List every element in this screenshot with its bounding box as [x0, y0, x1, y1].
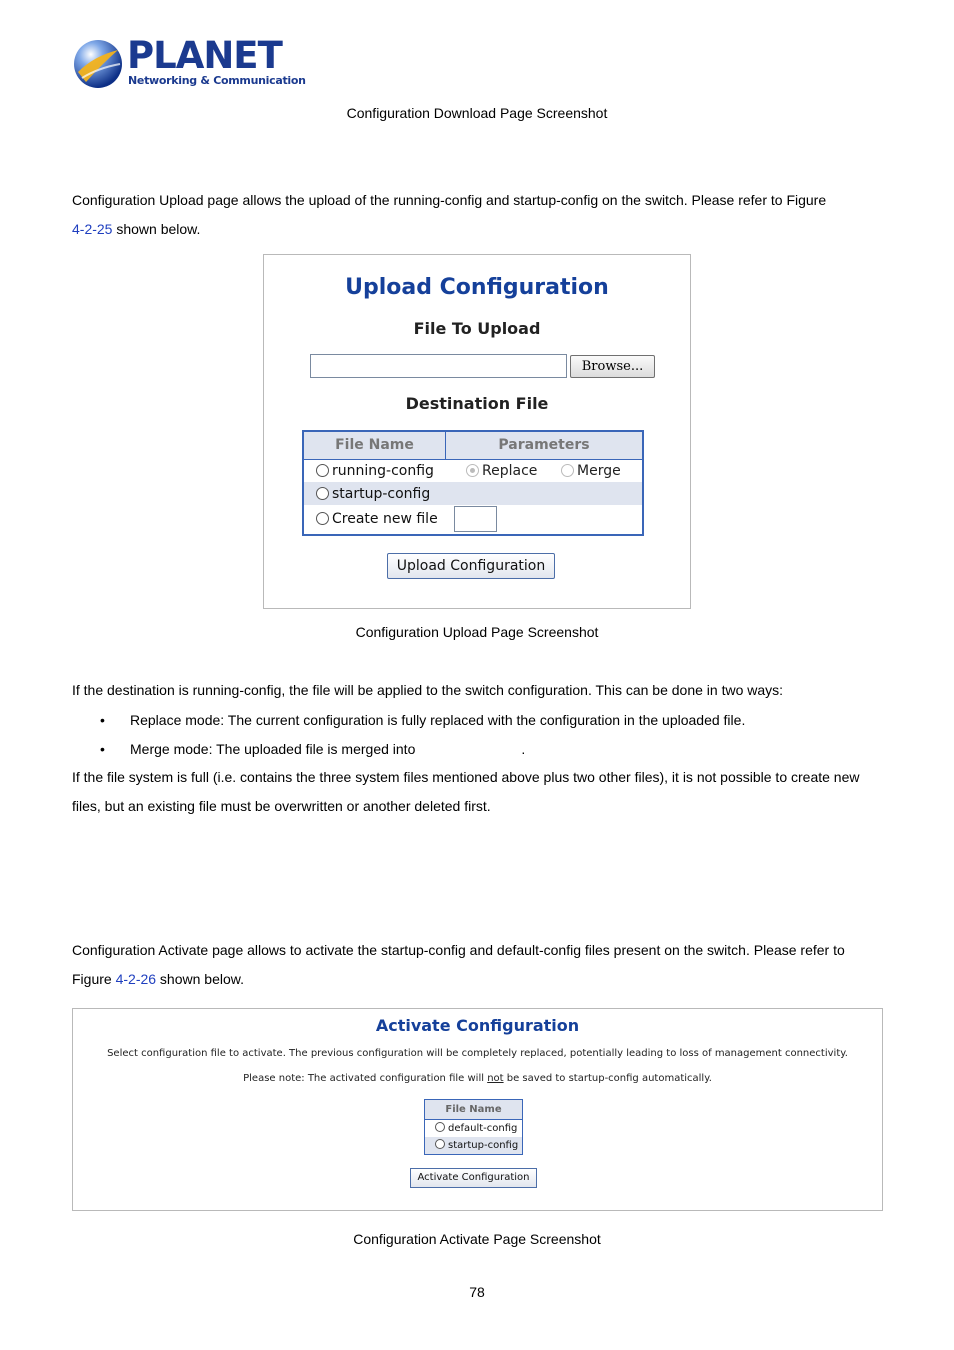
upload-configuration-button[interactable]: Upload Configuration: [387, 553, 555, 579]
table-row-startup-config[interactable]: [435, 1139, 518, 1151]
merge-text: Merge mode: The uploaded file is merged into: [130, 741, 416, 757]
activate-note-1: Select configuration file to activate. The previous configuration will be completely replaced, potentially leading to loss of management connectivity.: [107, 1048, 848, 1059]
figure-link-4-2-25[interactable]: 4-2-25: [72, 221, 113, 237]
activate-caption: Configuration Activate Page Screenshot: [353, 1231, 601, 1247]
file-path-input[interactable]: [310, 354, 567, 378]
download-caption: Configuration Download Page Screenshot: [346, 105, 608, 121]
activate-configuration-panel: [72, 1008, 883, 1211]
radio-running-config[interactable]: [316, 464, 329, 477]
activate-intro-text: Configuration Activate page allows to activate the startup-config and default-config files present on the switch. Please refer to: [72, 942, 845, 958]
activate-title: Activate Configuration: [375, 1016, 580, 1035]
table-row-running-config[interactable]: [316, 463, 434, 479]
activate-intro: [72, 936, 902, 994]
table-row-startup-config[interactable]: [316, 486, 430, 502]
table-row-create-new-file[interactable]: [316, 511, 438, 527]
para-file-system: [72, 763, 902, 821]
replace-option[interactable]: [466, 463, 537, 479]
activate-note-not: not: [487, 1073, 504, 1084]
activate-intro-tail: shown below.: [156, 971, 244, 987]
new-file-name-input[interactable]: [454, 506, 497, 532]
upload-intro-tail: shown below.: [112, 221, 201, 237]
para-file-system-line-2: files, but an existing file must be overwritten or another deleted first.: [72, 798, 491, 814]
create-new-file-label: Create new file: [332, 511, 438, 527]
merge-text-end: .: [521, 741, 526, 757]
activate-file-table: [424, 1099, 523, 1155]
radio-default-config[interactable]: [435, 1122, 445, 1132]
para-file-system-line-1: If the file system is full (i.e. contains the three system files mentioned above plus two other files), it is not possible to create new: [72, 769, 860, 785]
logo-tagline: Networking & Communication: [128, 74, 306, 87]
upload-caption: Configuration Upload Page Screenshot: [355, 624, 599, 640]
file-to-upload-heading: File To Upload: [413, 319, 541, 338]
list-item-merge: [72, 735, 892, 764]
col-header-parameters: Parameters: [446, 432, 642, 459]
activate-note-2-b: be saved to startup-config automatically.: [503, 1073, 712, 1084]
destination-file-heading: Destination File: [405, 394, 549, 413]
logo-wordmark: PLANET: [127, 34, 282, 77]
figure-link-4-2-26[interactable]: 4-2-26: [115, 971, 157, 987]
merge-label: Merge: [577, 463, 621, 479]
radio-startup-config[interactable]: [316, 487, 329, 500]
col-header-file-name: File Name: [425, 1100, 522, 1119]
destination-file-table: [302, 430, 644, 536]
col-header-file-name: File Name: [304, 432, 446, 459]
startup-config-label: startup-config: [448, 1140, 519, 1151]
activate-configuration-button[interactable]: Activate Configuration: [410, 1168, 537, 1188]
running-config-label: running-config: [332, 463, 434, 479]
mode-list: [72, 706, 892, 764]
radio-startup-config[interactable]: [435, 1139, 445, 1149]
browse-button[interactable]: Browse...: [570, 355, 655, 378]
upload-intro-text: Configuration Upload page allows the upload of the running-config and startup-config on the switch. Please refer to Figure: [72, 192, 827, 208]
radio-replace[interactable]: [466, 464, 479, 477]
radio-create-new-file[interactable]: [316, 512, 329, 525]
radio-merge[interactable]: [561, 464, 574, 477]
activate-note-2-a: Please note: The activated configuration file will: [243, 1073, 488, 1084]
upload-intro: [72, 186, 892, 244]
activate-intro-figure: Figure: [72, 971, 116, 987]
default-config-label: default-config: [448, 1123, 518, 1134]
activate-note-2: [73, 1073, 882, 1084]
upload-title: Upload Configuration: [345, 275, 609, 300]
globe-icon: [72, 38, 124, 90]
page-number: 78: [469, 1284, 485, 1300]
list-item-replace: • Replace mode: The current configuration is fully replaced with the configuration in the uploaded file.: [72, 706, 892, 735]
startup-config-label: startup-config: [332, 486, 431, 502]
upload-configuration-panel: [263, 254, 691, 609]
planet-logo: [72, 34, 306, 92]
replace-label: Replace: [482, 463, 538, 479]
table-row-default-config[interactable]: [435, 1122, 517, 1134]
merge-option[interactable]: [561, 463, 621, 479]
para-running-config: If the destination is running-config, the file will be applied to the switch configuration. This can be done in two ways:: [72, 682, 784, 698]
